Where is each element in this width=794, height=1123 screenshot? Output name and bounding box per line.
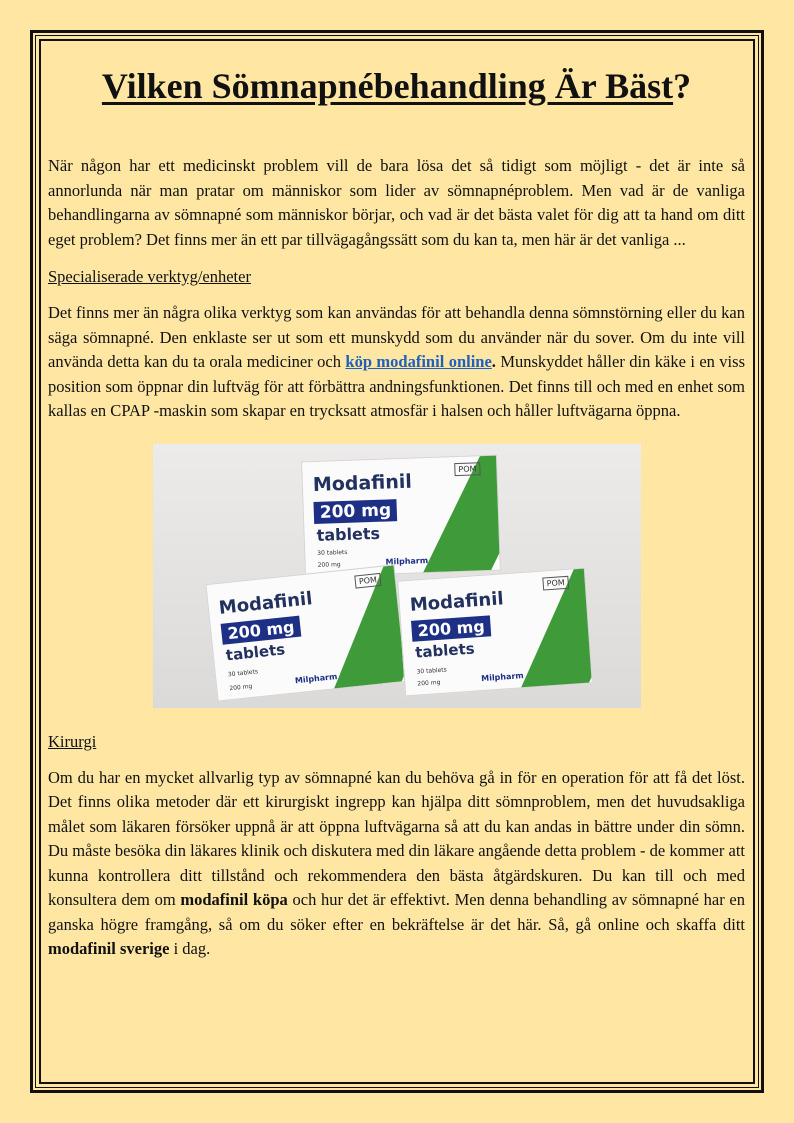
document-body — [48, 62, 745, 962]
tools-paragraph: Det finns mer än några olika verktyg som kan användas för att behandla denna sömnstörning eller du kan säga sömnapné. Den enklaste ser ut som ett munskydd som du använder när du sover. Om du inte vill använda detta kan du ta orala mediciner och köp modafinil online. Munskyddet håller din käke i en viss position som öppnar din luftväg för att förbättra andningsfunktionen. Det finns till och med en enhet som kallas en CPAP -maskin som skapar en trycksatt atmosfär i halsen och håller luftvägarna öppna. — [48, 303, 745, 420]
keyword-modafinil-sverige: modafinil sverige — [48, 939, 170, 958]
section-heading-tools: Specialiserade verktyg/enheter — [48, 267, 251, 286]
intro-paragraph: När någon har ett medicinskt problem vill de bara lösa det så tidigt som möjligt - det är inte så annorlunda när man pratar om människor som lider av sömnapnéproblem. Men vad är de vanliga behandlingarna av sömnapné som människor börjar, och vad är det bästa valet för dig att ta hand om ditt eget problem? Det finns mer än ett par tillvägagångssätt som du kan ta, men här är det vanliga ... — [48, 156, 745, 249]
section-heading-surgery: Kirurgi — [48, 731, 97, 751]
keyword-modafinil-kopa: modafinil köpa — [180, 890, 288, 909]
surgery-paragraph: Om du har en mycket allvarlig typ av sömnapné kan du behöva gå in för en operation för att få det löst. Det finns olika metoder där ett kirurgiskt ingrepp kan hjälpa ditt sömnproblem, men det huvudsakliga målet som läkaren försöker uppnå är att öppna luftvägarna så att du kan andas in bättre under din sömn. Du måste besöka din läkares klinik och diskutera med din läkare angående detta problem - de kommer att kunna kontrollera ditt tillstånd och rekommendera den bästa åtgärdskuren. Du kan till och med konsultera dem om modafinil köpa och hur det är effektivt. Men denna behandling av sömnapné har en ganska högre framgång, så om du söker efter en bekräftelse är det här. Så, gå online och skaffa ditt modafinil sverige i dag. — [48, 767, 745, 958]
buy-modafinil-link[interactable]: köp modafinil online — [345, 352, 492, 371]
medicine-box-back: Modafinil 200 mg tablets POM 30 tablets 200 mg Milpharm — [301, 454, 501, 577]
product-photo — [153, 444, 641, 708]
page-title: Vilken Sömnapnébehandling Är Bäst? — [101, 66, 692, 106]
medicine-box-left: Modafinil 200 mg tablets POM 30 tablets 200 mg Milpharm — [205, 564, 406, 701]
medicine-box-right: Modafinil 200 mg tablets POM 30 tablets 200 mg Milpharm — [397, 567, 593, 696]
